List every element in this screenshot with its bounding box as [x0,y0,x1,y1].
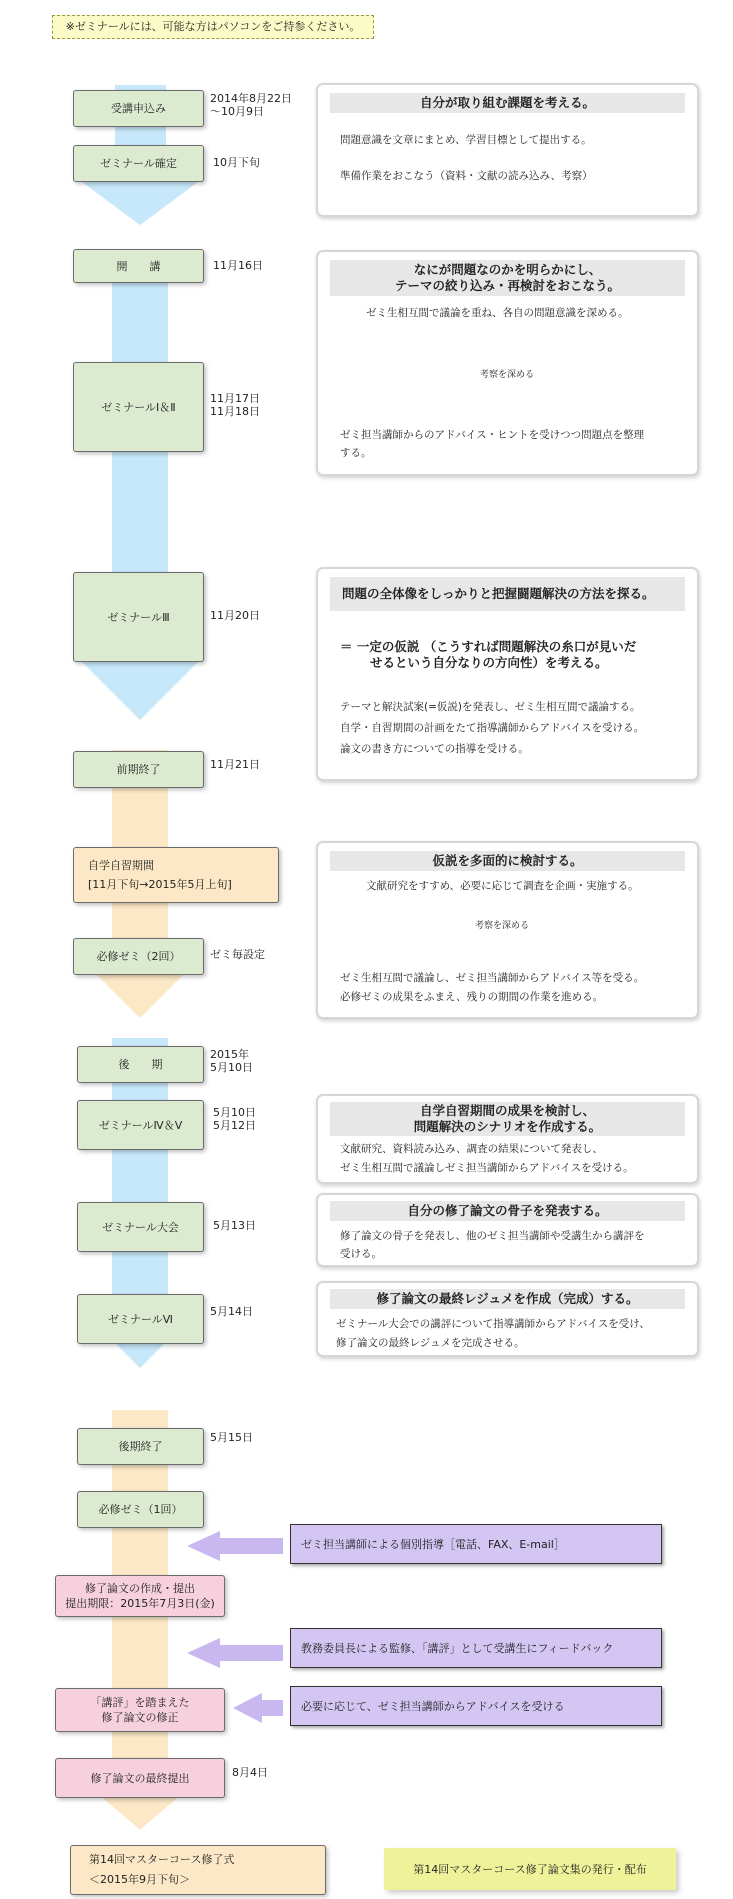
card-resume-text-2: 修了論文の最終レジュメを完成させる。 [336,1337,525,1349]
card-hypothesis-text-3: 論文の書き方についての指導を受ける。 [340,743,529,755]
card-resume [316,1281,699,1357]
card-scenario-title-1: 自学自習期間の成果を検討し、 [419,1103,595,1118]
card-multiface [316,841,699,1019]
card-multiface-title: 仮説を多面的に検討する。 [330,851,685,871]
date-second-day: 5月10日 [210,1061,253,1074]
card-hypothesis-sub [340,639,636,671]
thesis-deadline: 提出期限：2015年7月3日(金) [65,1597,215,1610]
card-hypothesis-sub-1: ＝ 一定の仮説 （こうすれば問題解決の糸口が見いだ [340,639,637,654]
date-sem45-2: 5月12日 [213,1119,256,1132]
card-scenario-text-1: 文献研究、資料読み込み、調査の結果について発表し、 [340,1143,603,1155]
card-outline-text-1: 修了論文の骨子を発表し、他のゼミ担当講師や受講生から講評を [340,1230,645,1242]
feedback-individual: ゼミ担当講師による個別指導［電話、FAX、E-mail］ [290,1524,662,1564]
date-second-year: 2015年 [210,1048,249,1061]
card-theme-text-2: 準備作業をおこなう（資料・文献の読み込み、考察） [340,170,593,182]
date-convention: 5月13日 [213,1219,256,1232]
revise-line-2: 修了論文の修正 [101,1711,179,1724]
thesis-label: 修了論文の作成・提出 [85,1582,195,1595]
card-scenario-text-2: ゼミ生相互間で議論しゼミ担当講師からアドバイスを受ける。 [340,1162,634,1174]
date-first-end: 11月21日 [210,758,260,771]
date-sem3: 11月20日 [210,609,260,622]
card-hypothesis [316,567,699,781]
date-sem12-2: 11月18日 [210,405,260,418]
step-self-study [73,847,279,903]
card-hypothesis-text-1: テーマと解決試案(=仮説)を発表し、ゼミ生相互間で議論する。 [340,701,641,713]
step-sem3: ゼミナールⅢ [73,572,204,662]
card-multiface-text-2: ゼミ生相互間で議論し、ゼミ担当講師からアドバイス等を受る。 [340,972,645,984]
card-multiface-text [340,969,644,1007]
card-problem-text-2a: ゼミ担当講師からのアドバイス・ヒントを受けつつ問題点を整理 [340,429,645,441]
date-sem6: 5月14日 [210,1305,253,1318]
step-convention: ゼミナール大会 [77,1202,204,1252]
step-revise [55,1688,225,1732]
self-study-label: 自学自習期間 [88,859,154,872]
card-problem-text-2 [340,426,644,462]
step-sem12: ゼミナールⅠ＆Ⅱ [73,362,204,452]
step-second-start: 後 期 [77,1046,204,1083]
date-required-2: ゼミ毎設定 [210,948,265,961]
card-problem-title [330,260,685,296]
card-scenario-text [340,1140,634,1178]
feedback-arrow-3 [233,1693,283,1723]
step-required-1: 必修ゼミ（1回） [77,1491,204,1528]
date-apply-start: 2014年8月22日 [210,92,292,105]
card-theme [316,83,699,217]
date-apply-end: 〜10月9日 [210,105,264,118]
card-hypothesis-text [340,697,644,760]
card-theme-title: 自分が取り組む課題を考える。 [330,93,685,113]
date-sem12 [210,392,260,418]
card-scenario-title [330,1102,685,1136]
date-open: 11月16日 [213,259,263,272]
ceremony-label: 第14回マスターコース修了式 [89,1853,235,1866]
publication-box: 第14回マスターコース修了論文集の発行・配布 [384,1848,676,1890]
date-final-submit: 8月4日 [232,1766,268,1779]
card-scenario [316,1094,699,1184]
ceremony-date: ＜2015年9月下旬＞ [89,1873,190,1886]
feedback-arrow-1 [187,1531,283,1561]
card-outline-title: 自分の修了論文の骨子を発表する。 [330,1201,685,1221]
card-scenario-title-2: 問題解決のシナリオを作成する。 [413,1119,602,1134]
step-thesis [55,1575,225,1617]
card-hypothesis-sub-2: せるという自分なりの方向性）を考える。 [370,655,608,670]
date-second [210,1048,253,1074]
feedback-advice: 必要に応じて、ゼミ担当講師からアドバイスを受ける [290,1686,662,1726]
step-required-2: 必修ゼミ（2回） [73,938,204,975]
card-multiface-mid: 考察を深める [475,921,530,931]
card-problem-mid: 考察を深める [480,370,535,380]
feedback-review: 教務委員長による監修、「講評」として受講生にフィードバック [290,1628,662,1668]
card-multiface-text-1: 文献研究をすすめ、必要に応じて調査を企画・実施する。 [366,880,639,892]
card-outline [316,1193,699,1267]
card-problem-title-1: なにが問題なのかを明らかにし、 [413,262,602,277]
step-sem6: ゼミナールⅥ [77,1294,204,1344]
date-sem45 [213,1106,256,1132]
step-second-end: 後期終了 [77,1428,204,1465]
card-theme-text-1: 問題意識を文章にまとめ、学習目標として提出する。 [340,134,592,146]
card-problem-title-2: テーマの絞り込み・再検討をおこなう。 [394,278,620,293]
card-hypothesis-text-2: 自学・自習期間の計画をたて指導講師からアドバイスを受ける。 [340,722,645,734]
card-resume-text [336,1315,650,1353]
card-outline-text-2: 受ける。 [340,1248,382,1260]
card-resume-title: 修了論文の最終レジュメを作成（完成）する。 [330,1289,685,1309]
step-ceremony [70,1845,326,1895]
revise-line-1: 「講評」を踏まえた [90,1696,190,1709]
date-sem45-1: 5月10日 [213,1106,256,1119]
card-problem-text-2b: する。 [340,447,372,459]
step-final-submit: 修了論文の最終提出 [55,1758,225,1798]
date-sem12-1: 11月17日 [210,392,260,405]
date-apply [210,92,292,118]
step-sem45: ゼミナールⅣ＆Ⅴ [77,1100,204,1150]
card-problem [316,250,699,476]
card-hypothesis-title: 問題の全体像をしっかりと把握闘題解決の方法を探る。 [330,577,685,611]
step-open: 開 講 [73,249,204,283]
card-resume-text-1: ゼミナール大会での講評について指導講師からアドバイスを受け、 [336,1318,650,1330]
step-confirm: ゼミナール確定 [73,145,204,182]
self-study-period: [11月下旬→2015年5月上旬] [88,878,232,891]
card-multiface-text-3: 必修ゼミの成果をふまえ、残りの期間の作業を進める。 [340,991,604,1003]
card-outline-text [340,1227,645,1263]
step-apply: 受講申込み [73,90,204,127]
date-second-end: 5月15日 [210,1431,253,1444]
feedback-arrow-2 [187,1638,283,1668]
pc-note: ※ゼミナールには、可能な方はパソコンをご持参ください。 [52,15,374,39]
date-confirm: 10月下旬 [213,156,260,169]
step-first-end: 前期終了 [73,751,204,788]
card-problem-text-1: ゼミ生相互間で議論を重ね、各自の問題意識を深める。 [366,307,629,319]
